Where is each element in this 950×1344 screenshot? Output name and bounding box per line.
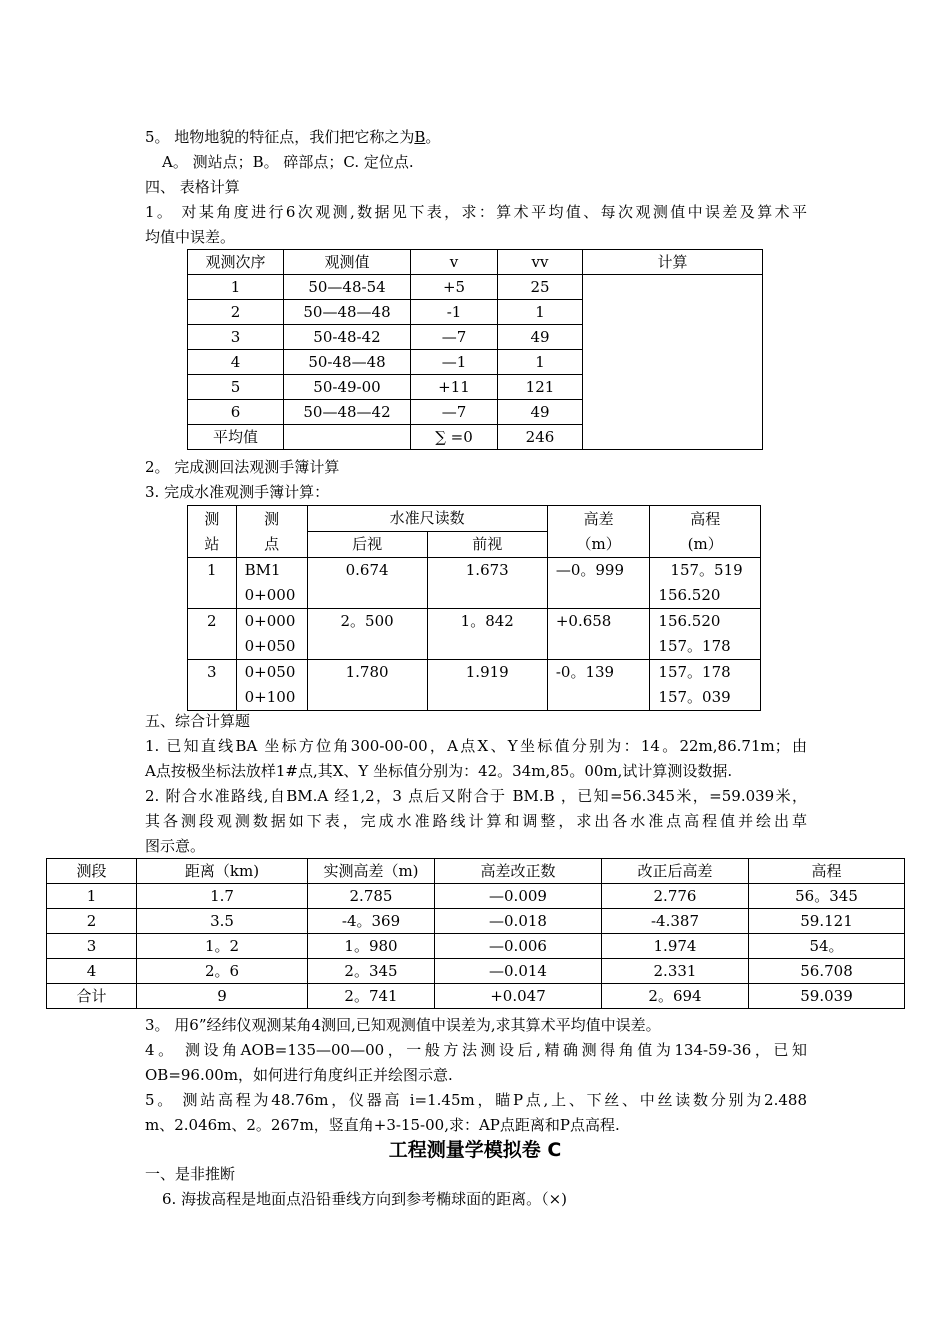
table-header-row — [188, 506, 761, 532]
table-cell: 246 — [498, 425, 583, 450]
table-cell: 121 — [498, 375, 583, 400]
table-row — [188, 660, 761, 711]
table-cell: 0+000 0+050 — [236, 609, 307, 660]
header-cell: 实测高差（m) — [308, 859, 435, 884]
table-cell: 1 — [47, 884, 137, 909]
table-header-row — [188, 250, 763, 275]
problem-4-line2: OB=96.00m，如何进行角度纠正并绘图示意. — [145, 1066, 453, 1084]
table-cell: 156.520 157。178 — [650, 609, 761, 660]
table-cell: 1.780 — [307, 660, 427, 711]
table-cell: 2 — [47, 909, 137, 934]
problem-4-line1: 4。 测设角AOB=135—00—00，一般方法测设后,精确测得角值为134-59-36，已知 — [145, 1041, 807, 1059]
table-cell: 50-48—48 — [284, 350, 411, 375]
table-cell: 1。2 — [137, 934, 308, 959]
header-station: 测 站 — [188, 506, 237, 558]
table-cell: —7 — [411, 400, 498, 425]
table-cell: —0。999 — [547, 558, 650, 609]
table-cell: -0。139 — [547, 660, 650, 711]
header-cell: 测段 — [47, 859, 137, 884]
table-cell: 59.039 — [749, 984, 905, 1009]
table-cell: —7 — [411, 325, 498, 350]
question-5-text: 5。 地物地貌的特征点，我们把它称之为 — [145, 128, 415, 146]
table-cell: —0.006 — [435, 934, 602, 959]
leveling-notebook-table — [187, 505, 761, 711]
table-cell: -1 — [411, 300, 498, 325]
table-cell: 4 — [188, 350, 284, 375]
table-cell: 50-49-00 — [284, 375, 411, 400]
table-cell: -4.387 — [602, 909, 749, 934]
table-row — [188, 275, 763, 300]
question-5 — [145, 125, 440, 150]
table-cell: 2.785 — [308, 884, 435, 909]
table-cell: ∑ =0 — [411, 425, 498, 450]
problem-2-line3: 图示意。 — [145, 837, 206, 855]
table-cell: 1 — [498, 300, 583, 325]
question-5-suffix: 。 — [425, 128, 441, 146]
header-point: 测 点 — [236, 506, 307, 558]
table-cell: 25 — [498, 275, 583, 300]
table-row — [188, 609, 761, 660]
table-cell: 1.919 — [427, 660, 547, 711]
table-cell: 1.673 — [427, 558, 547, 609]
table-row — [47, 984, 905, 1009]
table-cell: 0+050 0+100 — [236, 660, 307, 711]
table-row — [188, 558, 761, 609]
table-cell: 合计 — [47, 984, 137, 1009]
table-cell: 3.5 — [137, 909, 308, 934]
problem-1-line2: A点按极坐标法放样1#点,其X、Y 坐标值分别为：42。34m,85。00m,试计算测设数据. — [145, 762, 733, 780]
table-cell: 2。500 — [307, 609, 427, 660]
true-false-item-6: 6. 海拔高程是地面点沿铅垂线方向到参考椭球面的距离。（×) — [162, 1190, 568, 1208]
header-cell: v — [411, 250, 498, 275]
problem-5-line1: 5。 测站高程为48.76m，仪器高 i=1.45m，瞄P点,上、下丝、中丝读数分别为2.488 — [145, 1091, 807, 1109]
problem-1-line1: 1. 已知直线BA 坐标方位角300-00-00，A点X、Y坐标值分别为：14。22m,86.71m；由 — [145, 737, 807, 755]
header-elev: 高程 (m） — [650, 506, 761, 558]
table-cell: —1 — [411, 350, 498, 375]
table-cell: 3 — [188, 325, 284, 350]
header-fore: 前视 — [427, 532, 547, 558]
header-reading: 水准尺读数 — [307, 506, 547, 532]
table-cell: —0.009 — [435, 884, 602, 909]
table-header-row — [47, 859, 905, 884]
table-cell: 56。345 — [749, 884, 905, 909]
section-5-heading: 五、综合计算题 — [145, 712, 251, 730]
table-cell: BM1 0+000 — [236, 558, 307, 609]
table-cell: 2。345 — [308, 959, 435, 984]
table-cell: 56.708 — [749, 959, 905, 984]
table-cell: 59.121 — [749, 909, 905, 934]
table-cell: +0.658 — [547, 609, 650, 660]
table-cell: 1.7 — [137, 884, 308, 909]
table1-question-line1: 1。 对某角度进行6次观测,数据见下表，求：算术平均值、每次观测值中误差及算术平 — [145, 203, 807, 221]
table-cell: 50—48—48 — [284, 300, 411, 325]
table-cell: 50—48—42 — [284, 400, 411, 425]
table-row — [47, 934, 905, 959]
table-cell: 4 — [47, 959, 137, 984]
table-cell: 3 — [47, 934, 137, 959]
table-cell: 2。741 — [308, 984, 435, 1009]
table-cell: 50-48-42 — [284, 325, 411, 350]
table-cell: 6 — [188, 400, 284, 425]
table-cell: 2.331 — [602, 959, 749, 984]
table-cell: 5 — [188, 375, 284, 400]
question-2: 2。 完成测回法观测手簿计算 — [145, 458, 340, 476]
table-cell: 1。842 — [427, 609, 547, 660]
header-cell: 距离（km) — [137, 859, 308, 884]
table-cell: +11 — [411, 375, 498, 400]
leveling-route-table — [46, 858, 905, 1009]
table-cell — [284, 425, 411, 450]
table-cell: 0.674 — [307, 558, 427, 609]
question-5-options: A。 测站点；B。 碎部点；C. 定位点. — [162, 153, 414, 171]
table-row — [47, 884, 905, 909]
table-cell: 9 — [137, 984, 308, 1009]
table-cell: 54。 — [749, 934, 905, 959]
table-cell: 1。980 — [308, 934, 435, 959]
table-cell: -4。369 — [308, 909, 435, 934]
header-cell: 观测次序 — [188, 250, 284, 275]
table-cell: 2.776 — [602, 884, 749, 909]
problem-2-line1: 2. 附合水准路线,自BM.A 经1,2，3 点后又附合于 BM.B ，已知=56.345米，=59.039米， — [145, 787, 807, 805]
header-cell: 观测值 — [284, 250, 411, 275]
table-cell: 1 — [188, 275, 284, 300]
header-cell: 高差改正数 — [435, 859, 602, 884]
table-cell: 157。178 157。039 — [650, 660, 761, 711]
true-false-heading: 一、是非推断 — [145, 1165, 236, 1183]
table-cell: —0.018 — [435, 909, 602, 934]
question-3: 3. 完成水准观测手簿计算： — [145, 483, 330, 501]
header-cell: vv — [498, 250, 583, 275]
table1-question-line2: 均值中误差。 — [145, 228, 236, 246]
problem-5-line2: m、2.046m、2。267m，竖直角+3-15-00,求：AP点距离和P点高程. — [145, 1116, 620, 1134]
table-cell: 157。519 156.520 — [650, 558, 761, 609]
exam-c-title: 工程测量学模拟卷 C — [388, 1139, 562, 1161]
table-cell: 1.974 — [602, 934, 749, 959]
header-cell: 计算 — [583, 250, 763, 275]
table-cell: 49 — [498, 325, 583, 350]
table-cell: 49 — [498, 400, 583, 425]
table-row — [47, 909, 905, 934]
table-cell: 2 — [188, 300, 284, 325]
table-cell: 1 — [498, 350, 583, 375]
header-cell: 高程 — [749, 859, 905, 884]
table-cell: —0.014 — [435, 959, 602, 984]
table-cell: 3 — [188, 660, 237, 711]
header-cell: 改正后高差 — [602, 859, 749, 884]
table-cell: +5 — [411, 275, 498, 300]
angle-observation-table — [187, 249, 763, 450]
table-cell: +0.047 — [435, 984, 602, 1009]
table-cell: 2。6 — [137, 959, 308, 984]
header-diff: 高差 （m） — [547, 506, 650, 558]
table-cell: 平均值 — [188, 425, 284, 450]
section-4-heading: 四、 表格计算 — [145, 178, 240, 196]
header-back: 后视 — [307, 532, 427, 558]
table-cell: 1 — [188, 558, 237, 609]
table-cell: 2 — [188, 609, 237, 660]
question-5-answer: B — [414, 128, 426, 146]
calculation-cell — [583, 275, 763, 450]
table-cell: 2。694 — [602, 984, 749, 1009]
table-cell: 50—48-54 — [284, 275, 411, 300]
table-row — [47, 959, 905, 984]
problem-2-line2: 其各测段观测数据如下表，完成水准路线计算和调整，求出各水准点高程值并绘出草 — [145, 812, 807, 830]
problem-3: 3。 用6”经纬仪观测某角4测回,已知观测值中误差为,求其算术平均值中误差。 — [145, 1016, 661, 1034]
